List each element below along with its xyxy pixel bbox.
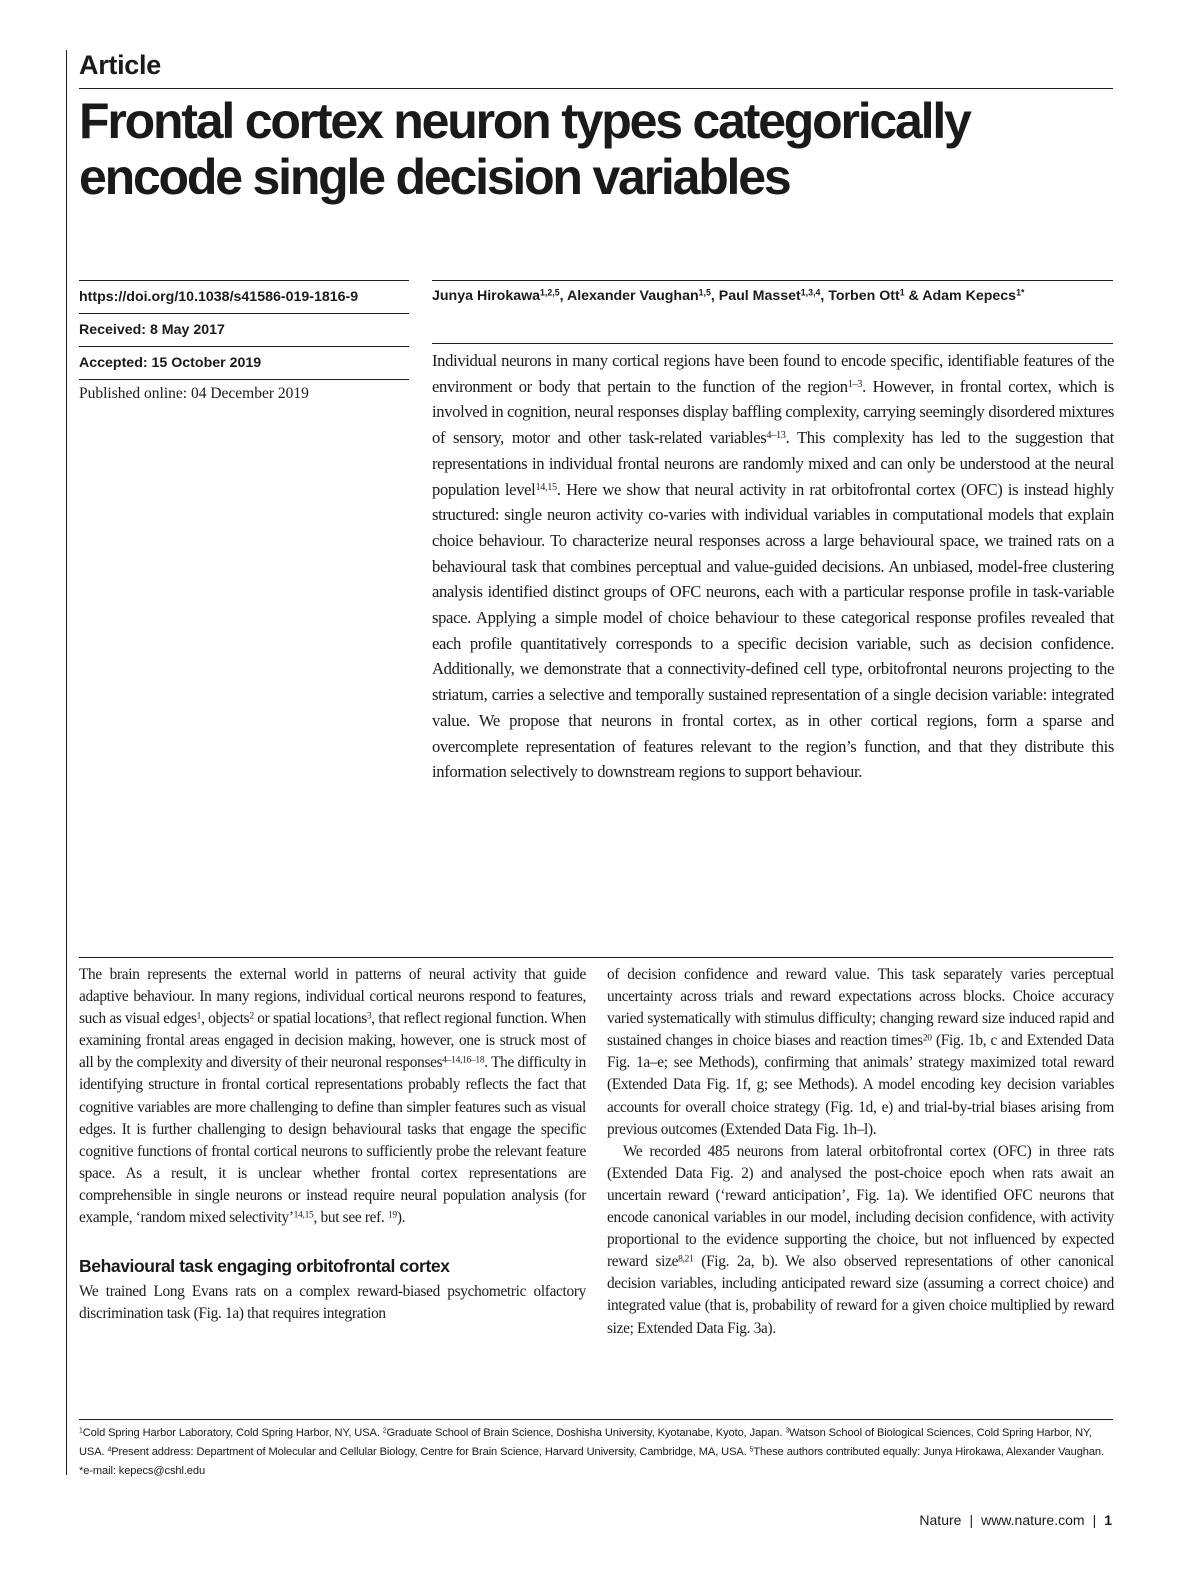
left-margin-rule [66, 50, 67, 1475]
text-run: Cold Spring Harbor Laboratory, Cold Spring Harbor, NY, USA. [82, 1427, 383, 1439]
author-affiliation: 1* [1016, 287, 1025, 298]
text-run: Graduate School of Brain Science, Doshisha University, Kyotanabe, Kyoto, Japan. [386, 1427, 786, 1439]
affiliations-footnote [79, 1424, 1113, 1481]
text-run: , that reflect regional function. When examining frontal areas engaged in decision making, however, one is struck most of all by the complexity and diversity of their neuronal responses [79, 1010, 587, 1072]
citation-superscript: 19 [387, 1210, 397, 1221]
article-title-line2: encode single decision variables [79, 149, 790, 205]
published-date: Published online: 04 December 2019 [79, 379, 409, 412]
accepted-date: Accepted: 15 October 2019 [79, 346, 409, 379]
text-run: ). [396, 1209, 406, 1227]
body-paragraph [79, 964, 586, 1229]
author-affiliation: 1 [899, 287, 905, 298]
author-name[interactable]: Alexander Vaughan [566, 288, 699, 304]
text-run: or spatial locations [253, 1010, 367, 1028]
author-name[interactable]: Paul Masset [718, 288, 801, 304]
text-run: . Here we show that neural activity in rat orbitofrontal cortex (OFC) is instead highly structured: single neuron activity co-varies with individual variables in computational models that explain choice behaviour. To characterize neural responses across a large behavioural space, we trained rats on a behavioural task that combines perceptual and value-guided decisions. An unbiased, model-free clustering analysis identified distinct groups of OFC neurons, each with a particular response profile in task-variable space. Applying a simple model of choice behaviour to these categorical response profiles revealed that each profile quantitatively corresponds to a specific decision variable, such as decision confidence. Additionally, we demonstrate that a connectivity-defined cell type, orbitofrontal neurons projecting to the striatum, carries a selective and temporally sustained representation of a single decision variable: integrated value. We propose that neurons in frontal cortex, as in other cortical regions, form a sparse and overcomplete representation of features relevant to the region’s function, and that they distribute this information selectively to downstream regions to support behaviour. [432, 479, 1114, 782]
text-run: We recorded 485 neurons from lateral orbitofrontal cortex (OFC) in three rats (Extended Data Fig. 2) and analysed the post-choice epoch when rats await an uncertain reward (‘reward anticipation’, Fig. 1a). We identified OFC neurons that encode canonical variables in our model, including decision confidence, with activity proportional to the evidence supporting the choice, but not influenced by expected reward size [607, 1142, 1114, 1271]
text-run: We trained Long Evans rats on a complex reward-biased psychometric olfactory discrimination task (Fig. 1a) that requires integration [79, 1283, 586, 1323]
page-number: 1 [1104, 1512, 1112, 1528]
author-separator: & [904, 288, 923, 304]
citation-superscript: 8,21 [678, 1254, 694, 1265]
text-run: . However, in frontal cortex, which is involved in cognition, neural responses display baffling complexity, carrying seemingly disordered mixtures of sensory, motor and other task-related variables [432, 376, 1114, 448]
author-affiliation: 1,3,4 [800, 287, 821, 298]
citation-superscript: 3 [366, 1011, 372, 1022]
footer-separator: | [1092, 1512, 1097, 1528]
text-run: These authors contributed equally: Junya Hirokawa, Alexander Vaughan. *e-mail: kepecs@cshl.edu [79, 1446, 1104, 1477]
citation-superscript: 14,15 [535, 481, 557, 493]
citation-superscript: 3 [785, 1427, 790, 1435]
body-rule [79, 957, 1113, 958]
citation-superscript: 4–14,16–18 [442, 1055, 485, 1066]
abstract-rule [432, 343, 1113, 344]
author-separator: , [820, 288, 829, 304]
citation-superscript: 2 [382, 1427, 387, 1435]
body-paragraph [607, 964, 1114, 1141]
text-run: . This complexity has led to the suggestion that representations in individual frontal neurons are randomly mixed and can only be understood at the neural population level [432, 428, 1114, 499]
text-run: of decision confidence and reward value. This task separately varies perceptual uncertainty across trials and reward expectations across blocks. Choice accuracy varied systematically with stimulus difficulty; changing reward size induced rapid and sustained changes in choice biases and reaction times [607, 966, 1114, 1050]
text-run: Watson School of Biological Sciences, Cold Spring Harbor, NY, USA. [79, 1427, 1092, 1458]
article-title [79, 93, 1139, 205]
text-run: Present address: Department of Molecular and Cellular Biology, Centre for Brain Science, Harvard University, Cambridge, MA, USA. [111, 1446, 750, 1458]
footer-separator: | [969, 1512, 974, 1528]
citation-superscript: 4 [107, 1446, 112, 1454]
doi-link[interactable]: https://doi.org/10.1038/s41586-019-1816-9 [79, 280, 409, 313]
received-date: Received: 8 May 2017 [79, 313, 409, 346]
journal-name: Nature [919, 1512, 962, 1528]
author-name[interactable]: Adam Kepecs [922, 288, 1017, 304]
page-footer [919, 1509, 1112, 1531]
citation-superscript: 2 [249, 1011, 254, 1022]
text-run: Individual neurons in many cortical regions have been found to encode specific, identifiable features of the environment or body that pertain to the function of the region [432, 351, 1114, 396]
citation-superscript: 20 [922, 1033, 932, 1044]
body-column-left [79, 964, 586, 1325]
section-heading: Behavioural task engaging orbitofrontal cortex [79, 1256, 450, 1277]
text-run: (Fig. 1b, c and Extended Data Fig. 1a–e; see Methods), confirming that animals’ strategy maximized total reward (Extended Data Fig. 1f, g; see Methods). A model encoding key decision variables accounts for overall choice strategy (Fig. 1d, e) and trial-by-trial biases arising from previous outcomes (Extended Data Fig. 1h–l). [607, 1032, 1114, 1138]
author-affiliation: 1,2,5 [540, 287, 560, 298]
header-rule [79, 88, 1113, 89]
body-paragraph [607, 1141, 1114, 1340]
author-separator: , [710, 288, 719, 304]
text-run: The brain represents the external world in patterns of neural activity that guide adaptive behaviour. In many regions, individual cortical neurons respond to features, such as visual edges [79, 966, 586, 1028]
citation-superscript: 1 [196, 1011, 202, 1022]
body-paragraph [79, 1281, 586, 1325]
text-run: , objects [201, 1010, 250, 1028]
citation-superscript: 4–13 [766, 429, 786, 441]
footnote-rule [79, 1419, 1113, 1420]
author-list [432, 285, 1113, 307]
author-name[interactable]: Torben Ott [828, 288, 900, 304]
authors-rule [432, 280, 1113, 281]
author-affiliation: 1,5 [698, 287, 711, 298]
text-run: . The difficulty in identifying structure in frontal cortical representations probably reflects the fact that cognitive variables are more challenging to define than simpler features such as visual edges. It is further challenging to design behavioural tasks that engage the specific cognitive functions of frontal cortical neurons to sufficiently probe the relevant feature space. As a result, it is unclear whether frontal cortex representations are comprehensible in single neurons or instead require neural population analysis (for example, ‘random mixed selectivity’ [79, 1054, 587, 1227]
journal-website-link[interactable]: www.nature.com [981, 1512, 1085, 1528]
citation-superscript: 5 [749, 1446, 754, 1454]
author-name[interactable]: Junya Hirokawa [432, 288, 541, 304]
body-column-right [607, 964, 1114, 1340]
article-metadata [79, 280, 409, 412]
citation-superscript: 14,15 [293, 1210, 314, 1221]
text-run: , but see ref. [313, 1209, 388, 1227]
citation-superscript: 1–3 [847, 378, 863, 390]
article-type-label: Article [79, 50, 161, 80]
citation-superscript: 1 [79, 1427, 83, 1435]
author-separator: , [559, 288, 567, 304]
abstract [432, 348, 1114, 785]
text-run: (Fig. 2a, b). We also observed representations of other canonical decision variables, including anticipated reward size (assuming a correct choice) and integrated value (that is, probability of reward for a given choice multiplied by reward size; Extended Data Fig. 3a). [607, 1253, 1114, 1337]
article-title-line1: Frontal cortex neuron types categorically [79, 93, 970, 149]
